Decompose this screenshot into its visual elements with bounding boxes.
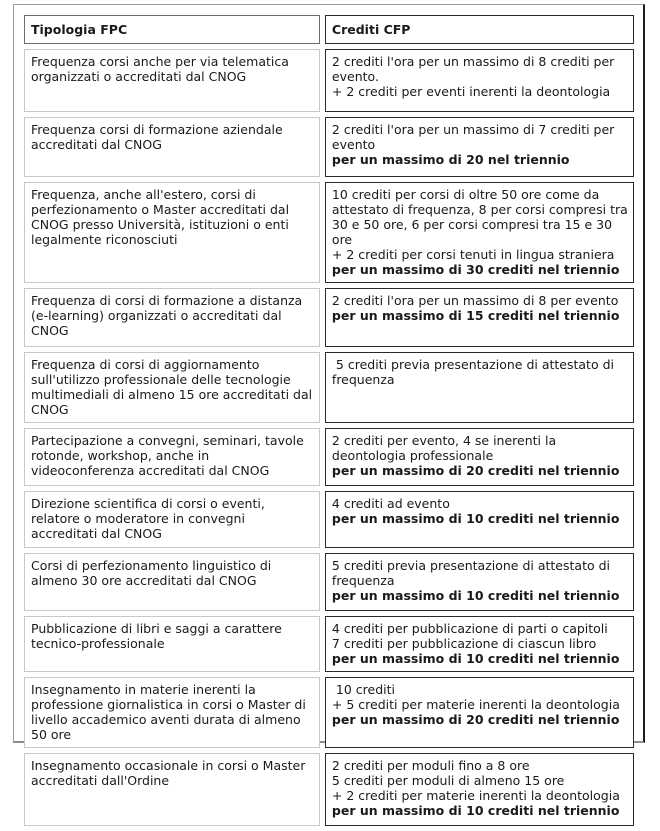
crediti-line: 7 crediti per pubblicazione di ciascun libro	[331, 636, 597, 651]
crediti-line-emphasis: per un massimo di 10 crediti nel triennio	[331, 588, 620, 603]
cell-tipologia: Frequenza di corsi di formazione a distanza (e-learning) organizzati o accreditati dal CNOG	[24, 288, 320, 347]
cell-tipologia: Frequenza di corsi di aggiornamento sull'utilizzo professionale delle tecnologie multimediali di almeno 15 ore accreditati dal CNOG	[24, 352, 320, 423]
table-row	[24, 491, 634, 548]
fpc-credits-table	[19, 10, 639, 831]
table-body	[24, 49, 634, 826]
cell-tipologia: Pubblicazione di libri e saggi a carattere tecnico-professionale	[24, 616, 320, 672]
cell-tipologia: Frequenza corsi di formazione aziendale accreditati dal CNOG	[24, 117, 320, 177]
cell-crediti	[325, 352, 634, 423]
cell-tipologia: Partecipazione a convegni, seminari, tavole rotonde, workshop, anche in videoconferenza accreditati dal CNOG	[24, 428, 320, 486]
crediti-line: 2 crediti l'ora per un massimo di 7 crediti per evento	[331, 122, 619, 152]
table-row	[24, 288, 634, 347]
crediti-line-emphasis: per un massimo di 10 crediti nel triennio	[331, 651, 620, 666]
cell-tipologia: Insegnamento occasionale in corsi o Master accreditati dall'Ordine	[24, 753, 320, 826]
crediti-line-emphasis: per un massimo di 10 crediti nel triennio	[331, 511, 620, 526]
cell-crediti	[325, 182, 634, 283]
table-row	[24, 553, 634, 611]
crediti-line: 10 crediti per corsi di oltre 50 ore come da attestato di frequenza, 8 per corsi compresi tra 30 e 50 ore, 6 per corsi compresi tra 15 e 30 ore	[331, 187, 632, 247]
table-row	[24, 49, 634, 112]
crediti-line: 10 crediti	[331, 682, 395, 697]
crediti-line-emphasis: per un massimo di 20 crediti nel triennio	[331, 712, 620, 727]
cell-crediti	[325, 428, 634, 486]
crediti-line: + 2 crediti per eventi inerenti la deontologia	[331, 84, 611, 99]
crediti-line-emphasis: per un massimo di 20 crediti nel triennio	[331, 463, 620, 478]
cell-crediti	[325, 49, 634, 112]
cell-tipologia: Direzione scientifica di corsi o eventi, relatore o moderatore in convegni accreditati dal CNOG	[24, 491, 320, 548]
table-row	[24, 352, 634, 423]
table-row	[24, 753, 634, 826]
cell-crediti	[325, 553, 634, 611]
column-header-crediti: Crediti CFP	[325, 15, 634, 44]
cell-crediti	[325, 677, 634, 748]
table-row	[24, 677, 634, 748]
crediti-line: 5 crediti previa presentazione di attestato di frequenza	[331, 357, 618, 387]
cell-tipologia: Insegnamento in materie inerenti la professione giornalistica in corsi o Master di livello accademico aventi durata di almeno 50 ore	[24, 677, 320, 748]
crediti-line-emphasis: per un massimo di 10 crediti nel triennio	[331, 803, 620, 818]
crediti-line: + 2 crediti per materie inerenti la deontologia	[331, 788, 620, 803]
cell-tipologia: Frequenza corsi anche per via telematica organizzati o accreditati dal CNOG	[24, 49, 320, 112]
crediti-line: 2 crediti l'ora per un massimo di 8 crediti per evento.	[331, 54, 619, 84]
cell-crediti	[325, 288, 634, 347]
cell-tipologia: Frequenza, anche all'estero, corsi di perfezionamento o Master accreditati dal CNOG presso Università, istituzioni o enti legalmente riconosciuti	[24, 182, 320, 283]
cell-crediti	[325, 753, 634, 826]
crediti-line: 5 crediti per moduli di almeno 15 ore	[331, 773, 565, 788]
crediti-line: 2 crediti per evento, 4 se inerenti la deontologia professionale	[331, 433, 561, 463]
table-header-row	[24, 15, 634, 44]
crediti-line: 2 crediti per moduli fino a 8 ore	[331, 758, 530, 773]
table-row	[24, 616, 634, 672]
crediti-line-emphasis: per un massimo di 15 crediti nel triennio	[331, 308, 620, 323]
table-row	[24, 428, 634, 486]
cell-crediti	[325, 616, 634, 672]
crediti-line: 2 crediti l'ora per un massimo di 8 per evento	[331, 293, 619, 308]
table-head	[24, 15, 634, 44]
crediti-line: 5 crediti previa presentazione di attestato di frequenza	[331, 558, 614, 588]
fpc-table-container	[13, 4, 645, 818]
crediti-line-emphasis: per un massimo di 20 nel triennio	[331, 152, 570, 167]
cell-crediti	[325, 117, 634, 177]
table-row	[24, 117, 634, 177]
crediti-line-emphasis: per un massimo di 30 crediti nel triennio	[331, 262, 620, 277]
crediti-line: + 2 crediti per corsi tenuti in lingua straniera	[331, 247, 615, 262]
cell-crediti	[325, 491, 634, 548]
cell-tipologia: Corsi di perfezionamento linguistico di almeno 30 ore accreditati dal CNOG	[24, 553, 320, 611]
table-row	[24, 182, 634, 283]
crediti-line: + 5 crediti per materie inerenti la deontologia	[331, 697, 620, 712]
crediti-line: 4 crediti per pubblicazione di parti o capitoli	[331, 621, 608, 636]
column-header-tipologia: Tipologia FPC	[24, 15, 320, 44]
crediti-line: 4 crediti ad evento	[331, 496, 450, 511]
